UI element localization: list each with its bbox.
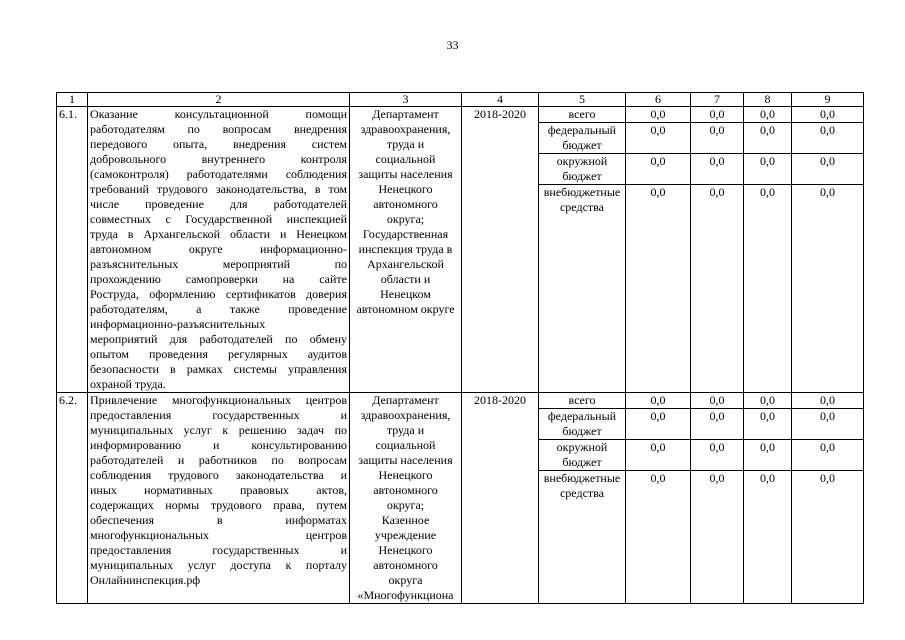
value-cell: 0,0 [744,393,791,409]
organization-line: Ненецкого [378,468,433,482]
organization-line: защиты населения [358,453,453,467]
organization-line: округа; [386,212,425,226]
description-line: Онлайнинспекция.рф [90,573,201,587]
row-number: 6.1. [57,107,88,393]
header-cell: 4 [462,93,539,107]
header-cell: 6 [626,93,691,107]
program-table [56,92,864,604]
value-cell: 0,0 [744,154,791,185]
value-cell: 0,0 [650,471,666,485]
value-cell: 0,0 [744,409,791,440]
header-cell: 3 [350,93,462,107]
value-column [744,107,792,393]
description-line: числе проведение для работодателей [90,197,347,211]
value-cell: 0,0 [691,123,743,154]
funding-source: федеральный бюджет [539,409,625,440]
organization-line: здравоохранения, [360,122,451,136]
responsible-organization [350,107,462,393]
description-line: предоставления государственных и [90,408,347,422]
funding-sources [539,107,626,393]
organization-line: здравоохранения, [360,408,451,422]
description-line: предоставления государственных и [90,543,347,557]
description-line: обеспечения в информатах [90,513,347,527]
measure-description [88,107,350,393]
page-number: 33 [446,38,459,52]
description-line: требований трудового законодательства, в том [90,182,347,196]
period: 2018-2020 [462,393,539,604]
value-cell: 0,0 [744,440,791,471]
description-line: содержащих нормы трудового права, путем [90,498,347,512]
value-cell: 0,0 [691,393,743,409]
value-column [626,107,691,393]
value-column [691,107,744,393]
value-cell: 0,0 [792,393,863,409]
value-cell: 0,0 [626,107,690,123]
value-cell: 0,0 [744,123,791,154]
table-row [57,107,864,393]
organization-line: автономного [373,558,438,572]
period: 2018-2020 [462,107,539,393]
description-line: муниципальных услуг к решению задач по [90,423,347,437]
description-line: передового опыта, внедрения систем [90,137,347,151]
organization-line: социальной [375,152,436,166]
value-column [792,393,864,604]
value-cell: 0,0 [792,107,863,123]
description-line: опытом проведения регулярных аудитов [90,347,347,361]
funding-source: окружной бюджет [539,440,625,471]
value-cell: 0,0 [792,123,863,154]
organization-line: автономного [373,197,438,211]
value-cell: 0,0 [691,154,743,185]
description-line: соблюдения трудового законодательства и [90,468,347,482]
organization-line: Ненецкого [378,543,433,557]
header-cell: 2 [88,93,350,107]
organization-line: автономного [373,483,438,497]
description-line: совместных с Государственной инспекцией [90,212,347,226]
organization-line: Ненецком [380,287,431,301]
description-line: многофункциональных центров [90,528,347,542]
organization-line: автономном округе [356,302,455,316]
value-cell: 0,0 [626,123,690,154]
description-line: труда в Архангельской области и Ненецком [90,227,347,241]
organization-line: учреждение [374,528,437,542]
organization-line: Департамент [372,393,439,407]
funding-source: внебюджетные средства [543,471,621,500]
header-cell: 8 [744,93,792,107]
value-cell: 0,0 [626,393,690,409]
value-cell: 0,0 [760,185,775,199]
value-cell: 0,0 [820,471,835,485]
description-line: информированию и консультированию [90,438,347,452]
value-cell: 0,0 [709,185,725,199]
funding-source: всего [539,393,625,409]
measure-description [88,393,350,604]
value-column [626,393,691,604]
value-cell: 0,0 [691,107,743,123]
funding-source: окружной бюджет [539,154,625,185]
description-line: работодателей и работников по вопросам [90,453,347,467]
value-cell: 0,0 [820,185,835,199]
funding-sources [539,393,626,604]
value-column [691,393,744,604]
description-line: Привлечение многофункциональных центров [90,393,347,407]
organization-line: Ненецкого [378,182,433,196]
value-cell: 0,0 [691,440,743,471]
value-cell: 0,0 [626,154,690,185]
funding-source: федеральный бюджет [539,123,625,154]
value-cell: 0,0 [626,440,690,471]
value-cell: 0,0 [744,107,791,123]
description-line: иных нормативных правовых актов, [90,483,347,497]
organization-line: Государственная [362,227,449,241]
organization-line: защиты населения [358,167,453,181]
row-number: 6.2. [57,393,88,604]
value-cell: 0,0 [650,185,666,199]
description-line: разъяснительных мероприятий по [90,257,347,271]
description-line: охраной труда. [90,377,166,391]
organization-line: инспекция труда в [358,242,453,256]
header-cell: 9 [792,93,864,107]
description-line: муниципальных услуг доступа к порталу [90,558,347,572]
description-line: добровольного внутреннего контроля [90,152,347,166]
responsible-organization [350,393,462,604]
header-cell: 5 [539,93,626,107]
description-line: работодателям по вопросам внедрения [90,122,347,136]
value-cell: 0,0 [709,471,725,485]
value-cell: 0,0 [792,409,863,440]
value-cell: 0,0 [626,409,690,440]
value-cell: 0,0 [792,440,863,471]
description-line: работодателям, а также проведение [90,302,347,316]
description-line: (самоконтроля) работодателями соблюдения [90,167,347,181]
value-column [744,393,792,604]
organization-line: Департамент [372,107,439,121]
organization-line: Казенное [381,513,430,527]
description-line: автономном округе информационно- [90,242,347,256]
description-line: Оказание консультационной помощи [90,107,347,121]
funding-source: внебюджетные средства [543,185,621,214]
organization-line: труда и [386,137,425,151]
organization-line: области и [380,272,431,286]
value-cell: 0,0 [792,154,863,185]
organization-line: округа; [386,498,425,512]
description-line: мероприятий для работодателей по обмену [90,332,347,346]
description-line: Роструда, оформлению сертификатов доверия [90,287,347,301]
funding-source: всего [539,107,625,123]
description-line: информационно-разъяснительных [90,317,266,331]
value-cell: 0,0 [760,471,775,485]
organization-line: труда и [386,423,425,437]
header-row [57,93,864,107]
organization-line: «Многофункциона [357,588,454,602]
header-cell: 7 [691,93,744,107]
value-column [792,107,864,393]
description-line: безопасности в рамках системы управления [90,362,347,376]
description-line: прохождению самопроверки на сайте [90,272,347,286]
header-cell: 1 [57,93,88,107]
value-cell: 0,0 [691,409,743,440]
organization-line: социальной [375,438,436,452]
table-row [57,393,864,604]
organization-line: округа [388,573,423,587]
organization-line: Архангельской [367,257,444,271]
